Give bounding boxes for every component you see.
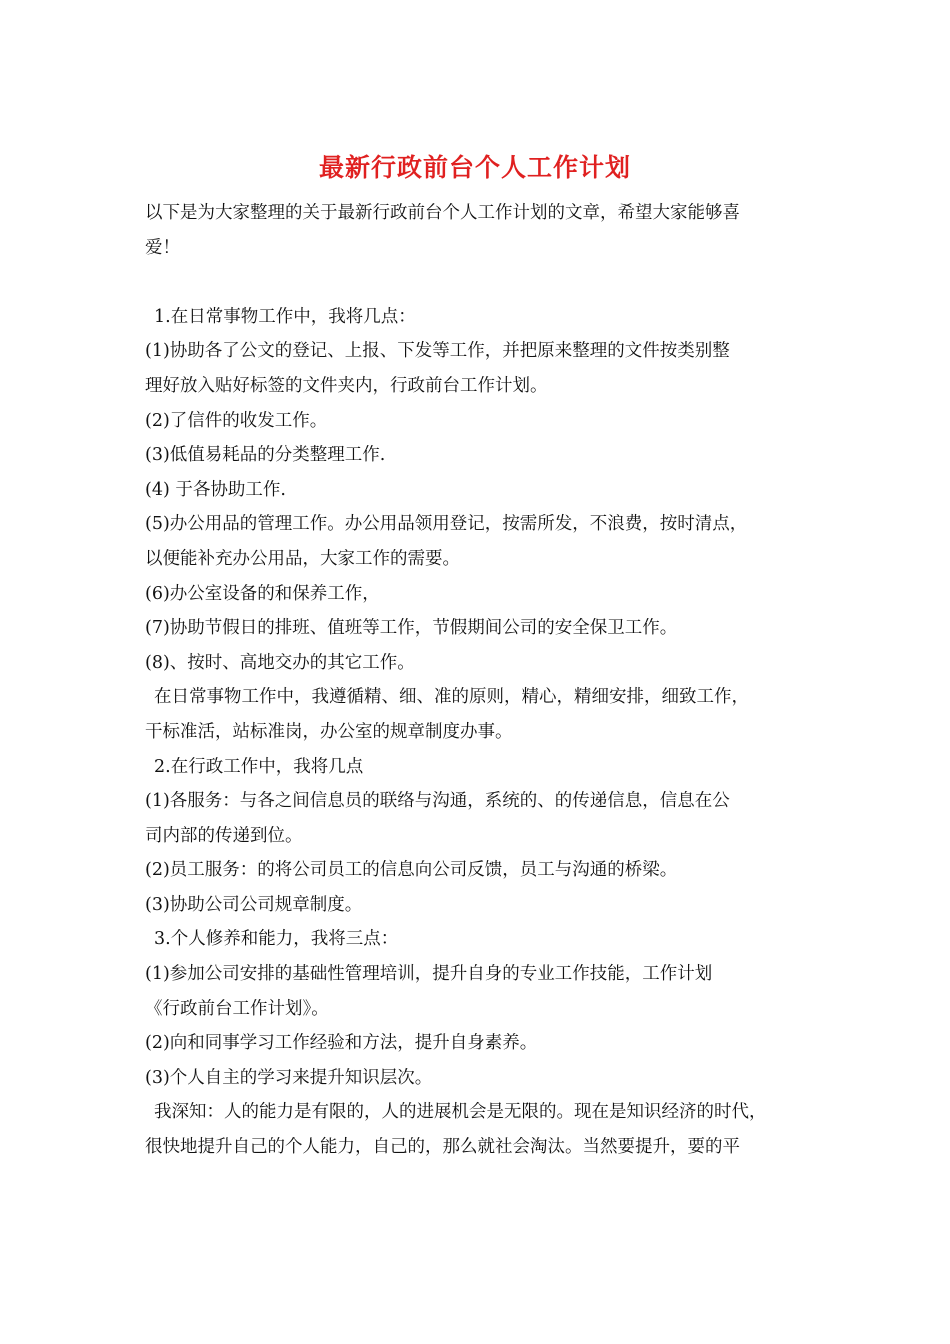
text-line: 爱！ [145, 237, 180, 258]
text-line: (3)个人自主的学习来提升知识层次。 [145, 1067, 433, 1088]
text-line: (8)、按时、高地交办的其它工作。 [145, 652, 415, 673]
text-line: 我深知：人的能力是有限的，人的进展机会是无限的。现在是知识经济的时代， [154, 1102, 767, 1123]
text-line: (5)办公用品的管理工作。办公用品领用登记，按需所发，不浪费，按时清点， [145, 514, 748, 535]
text-line: (3)低值易耗品的分类整理工作. [145, 445, 386, 466]
text-line: (7)协助节假日的排班、值班等工作，节假期间公司的安全保卫工作。 [145, 618, 678, 639]
text-line: 干标准活，站标准岗，办公室的规章制度办事。 [145, 721, 513, 742]
text-line: 理好放入贴好标签的文件夹内，行政前台工作计划。 [145, 375, 548, 396]
document-title: 最新行政前台个人工作计划 [318, 153, 631, 182]
document-body [145, 196, 817, 1165]
blank-line [145, 265, 817, 300]
text-line: (6)办公室设备的和保养工作， [145, 583, 380, 604]
text-line: 1.在日常事物工作中，我将几点： [154, 306, 416, 327]
text-line: (3)协助公司公司规章制度。 [145, 894, 363, 915]
text-line: 2.在行政工作中，我将几点 [154, 756, 364, 777]
text-line: (2)员工服务：的将公司员工的信息向公司反馈，员工与沟通的桥梁。 [145, 860, 678, 881]
text-line: (2)了信件的收发工作。 [145, 410, 328, 431]
text-line: 《行政前台工作计划》。 [145, 998, 329, 1019]
text-line: (2)向和同事学习工作经验和方法，提升自身素养。 [145, 1033, 538, 1054]
text-line: 以下是为大家整理的关于最新行政前台个人工作计划的文章，希望大家能够喜 [145, 203, 740, 223]
text-line: (1)参加公司安排的基础性管理培训，提升自身的专业工作技能，工作计划 [145, 964, 713, 985]
text-line: 司内部的传递到位。 [145, 825, 303, 846]
text-line: (1)各服务：与各之间信息员的联络与沟通，系统的、的传递信息，信息在公 [145, 791, 730, 812]
text-line: 3.个人修养和能力，我将三点： [154, 929, 399, 950]
text-line: 很快地提升自己的个人能力，自己的，那么就社会淘汰。当然要提升，要的平 [145, 1137, 740, 1158]
text-line: (1)协助各了公文的登记、上报、下发等工作，并把原来整理的文件按类别整 [145, 341, 730, 362]
text-line: (4) 于各协助工作. [145, 479, 286, 500]
text-line: 以便能补充办公用品，大家工作的需要。 [145, 548, 460, 569]
text-line: 在日常事物工作中，我遵循精、细、准的原则，精心，精细安排，细致工作， [154, 687, 749, 708]
